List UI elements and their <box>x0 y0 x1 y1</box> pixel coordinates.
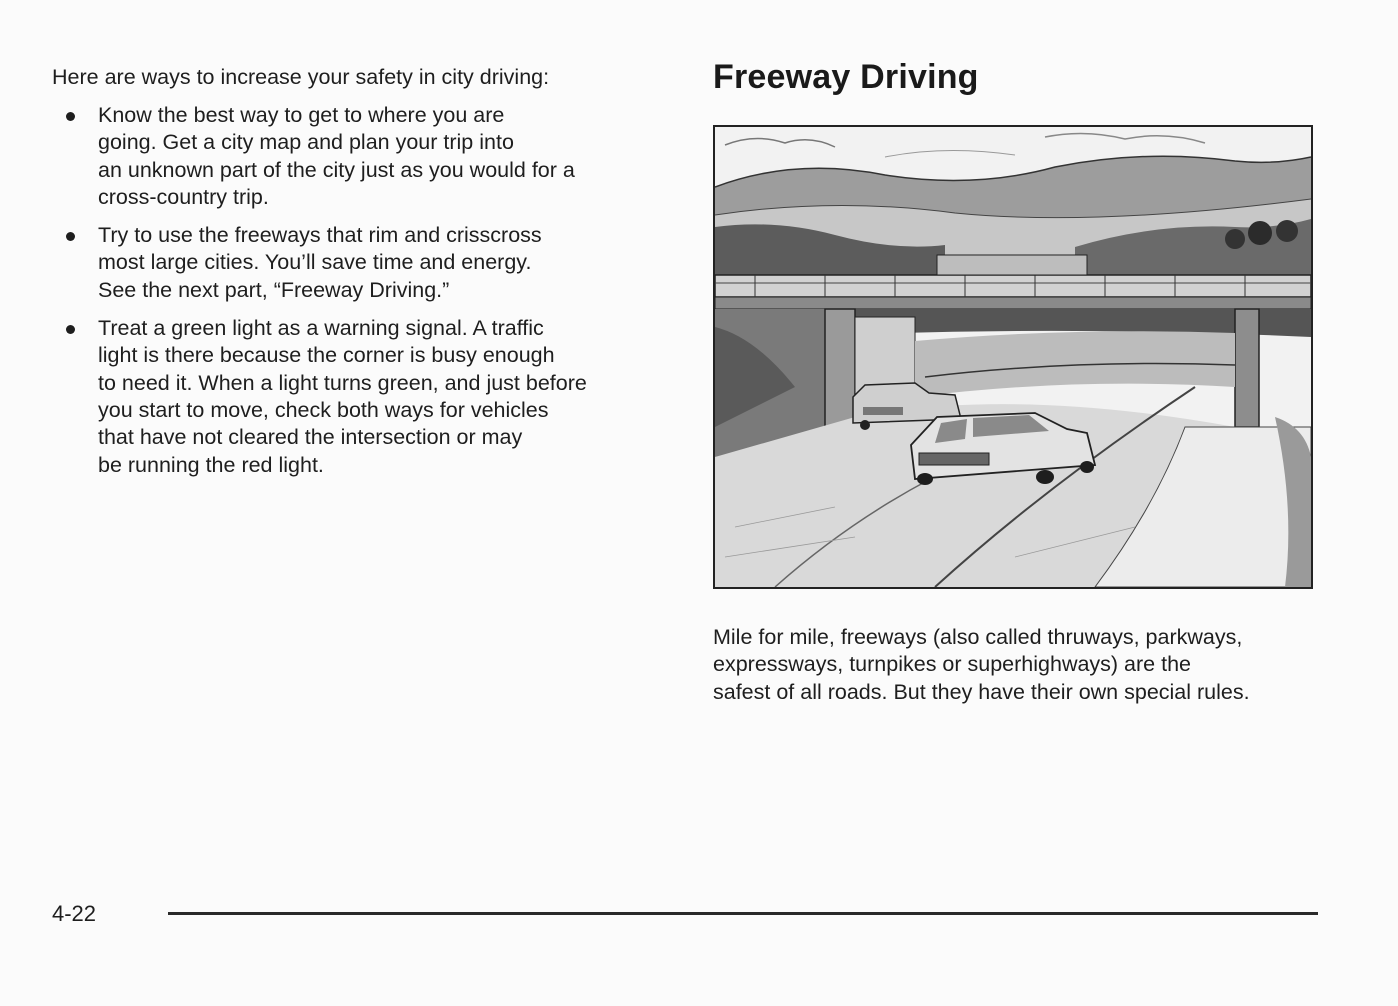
list-item-line: to need it. When a light turns green, and just before <box>98 370 587 395</box>
caption-line: expressways, turnpikes or superhighways) are the <box>713 652 1191 677</box>
list-item-line: most large cities. You’ll save time and energy. <box>98 250 532 275</box>
list-item-line: that have not cleared the intersection or may <box>98 425 523 450</box>
freeway-illustration <box>713 125 1313 589</box>
page-number: 4-22 <box>52 901 97 926</box>
list-item <box>52 222 692 304</box>
caption-text <box>713 624 1333 706</box>
list-item-line: Treat a green light as a warning signal. A traffic <box>98 316 544 341</box>
list-item-line: cross-country trip. <box>98 184 269 209</box>
list-item-line: Try to use the freeways that rim and crisscross <box>98 223 542 248</box>
section-title: Freeway Driving <box>713 58 979 96</box>
list-item-line: Know the best way to get to where you are <box>98 103 505 127</box>
list-item <box>52 102 692 211</box>
bullet-icon <box>66 232 75 241</box>
list-item <box>52 315 692 479</box>
intro-text: Here are ways to increase your safety in city driving: <box>52 65 550 89</box>
list-item-line: light is there because the corner is busy enough <box>98 343 555 368</box>
list-item-line: going. Get a city map and plan your trip into <box>98 130 514 155</box>
caption-line: Mile for mile, freeways (also called thruways, parkways, <box>713 625 1243 649</box>
bullet-icon <box>66 112 75 121</box>
safety-tips-list <box>52 102 692 490</box>
caption-line: safest of all roads. But they have their own special rules. <box>713 679 1250 704</box>
list-item-line: See the next part, “Freeway Driving.” <box>98 277 450 302</box>
bullet-icon <box>66 325 75 334</box>
list-item-line: an unknown part of the city just as you would for a <box>98 157 575 182</box>
footer-divider <box>168 912 1318 915</box>
list-item-line: be running the red light. <box>98 452 324 477</box>
list-item-line: you start to move, check both ways for vehicles <box>98 397 549 422</box>
